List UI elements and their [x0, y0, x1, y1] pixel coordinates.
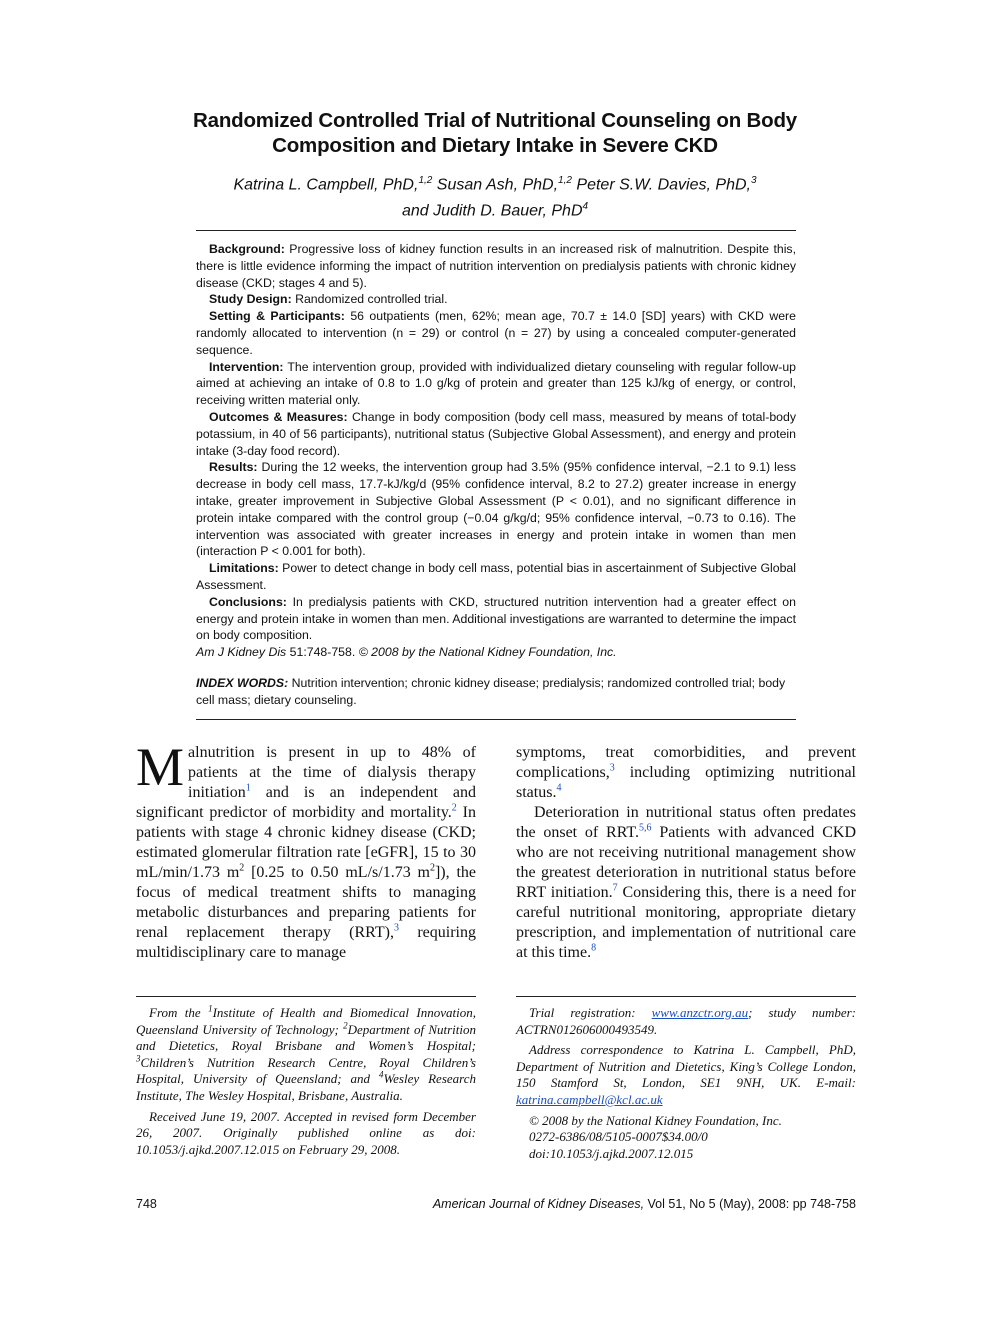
author-3-affil: 3: [750, 175, 757, 186]
citation-ref[interactable]: 3: [609, 762, 615, 774]
citation-ref[interactable]: 4: [556, 782, 562, 794]
author-4-affil: 4: [582, 201, 589, 213]
citation-ref[interactable]: 8: [591, 942, 597, 954]
doi-note: doi:10.1053/j.ajkd.2007.12.015: [529, 1145, 694, 1161]
abstract-limitations: Limitations: Power to detect change in body cell mass, potential bias in ascertainment of Subjective Global Assessment.: [196, 561, 796, 592]
journal-footer: American Journal of Kidney Diseases, Vol 51, No 5 (May), 2008: pp 748-758: [432, 1197, 856, 1211]
author-1-affil: 1,2: [418, 175, 433, 186]
abstract-intervention: Intervention: The intervention group, provided with individualized dietary counseling with regular follow-up aimed at achieving an intake of 0.8 to 1.0 g/kg of protein and greater than 125 kJ/kg of energy, or control, receiving written material only.: [196, 359, 796, 408]
body-column-right: [516, 743, 856, 963]
trial-registration-note: Trial registration: www.anzctr.org.au; study number: ACTRN012606000493549.: [516, 1005, 856, 1037]
received-note: Received June 19, 2007. Accepted in revised form December 26, 2007. Originally published online as doi: 10.1053/j.ajkd.2007.12.015 on February 29, 2008.: [136, 1108, 476, 1157]
footnote-rule-right: [516, 996, 856, 997]
trial-registry-link[interactable]: www.anzctr.org.au: [651, 1005, 749, 1020]
citation-ref[interactable]: 1: [245, 782, 251, 794]
index-words: [196, 675, 796, 709]
index-words-label: INDEX WORDS:: [196, 676, 289, 690]
abstract-setting: Setting & Participants: 56 outpatients (men, 62%; mean age, 70.7 ± 14.0 [SD] years) with CKD were randomly allocated to intervention (n = 29) or control (n = 27) by using a concealed computer-generated sequence.: [196, 309, 796, 357]
citation-ref[interactable]: 7: [612, 882, 618, 894]
abstract-study-design: Study Design: Randomized controlled trial.: [209, 292, 448, 307]
abstract: [196, 241, 796, 661]
citation-ref[interactable]: 2: [451, 802, 457, 814]
drop-cap: M: [136, 737, 185, 797]
index-words-text: Nutrition intervention; chronic kidney disease; predialysis; randomized controlled trial; body cell mass; dietary counseling.: [196, 676, 786, 707]
author-list: [140, 170, 850, 223]
title-line-1: Randomized Controlled Trial of Nutritional Counseling on Body: [193, 109, 797, 132]
abstract-outcomes: Outcomes & Measures: Change in body composition (body cell mass, measured by means of total-body potassium, in 40 of 56 participants), nutritional status (Subjective Global Assessment), and energy and protein intake (3-day food record).: [196, 409, 796, 458]
issn-note: 0272-6386/08/5105-0007$34.00/0: [529, 1129, 708, 1145]
abstract-background: Background: Progressive loss of kidney function results in an increased risk of malnutrition. Despite this, there is little evidence informing the impact of nutrition intervention on predialysis patients with chronic kidney disease (CKD; stages 4 and 5).: [196, 242, 796, 290]
page-number: 748: [136, 1197, 157, 1211]
body-column-left: [136, 737, 476, 963]
abstract-citation: Am J Kidney Dis 51:748-758. © 2008 by the National Kidney Foundation, Inc.: [196, 645, 617, 660]
intro-paragraph-1-continued: symptoms, treat comorbidities, and prevent complications,$^3$ including optimizing nutritional status.$^4$: [516, 744, 856, 801]
citation-ref[interactable]: 5,6: [639, 822, 652, 834]
author-2: Susan Ash, PhD,: [432, 176, 559, 194]
email-link[interactable]: katrina.campbell@kcl.ac.uk: [516, 1091, 663, 1107]
title-line-2: Composition and Dietary Intake in Severe CKD: [272, 134, 718, 157]
footnotes-left: [136, 1005, 476, 1162]
author-1: Katrina L. Campbell, PhD,: [233, 176, 419, 194]
author-2-affil: 1,2: [558, 175, 572, 186]
author-4: and Judith D. Bauer, PhD: [401, 202, 583, 220]
author-3: Peter S.W. Davies, PhD,: [571, 176, 751, 194]
footnote-rule-left: [136, 996, 476, 997]
abstract-conclusions: Conclusions: In predialysis patients with CKD, structured nutrition intervention had a greater effect on energy and protein intake in women than men. Additional investigations are warranted to determine the impact on body composition.: [196, 594, 796, 643]
citation-ref[interactable]: 3: [394, 922, 399, 934]
abstract-top-rule: [196, 230, 796, 231]
footnotes-right: [516, 1005, 856, 1162]
abstract-results: Results: During the 12 weeks, the intervention group had 3.5% (95% confidence interval, −2.1 to 9.1) less decrease in body cell mass, 17.7-kJ/kg/d (95% confidence interval, 8.2 to 27.2) greater increase in energy intake, greater improvement in Subjective Global Assessment (P < 0.01), and no significant difference in protein intake compared with the control group (−0.04 g/kg/d; 95% confidence interval, −0.73 to 0.16). The intervention was associated with greater increases in energy and protein intake in women than men (interaction P < 0.001 for both).: [196, 460, 796, 559]
intro-paragraph-2: Deterioration in nutritional status often predates the onset of RRT.$^{5,6}$ Patients with advanced CKD who are not receiving nutritional management show the greatest deterioration in nutritional status before RRT initiation.$^7$ Considering this, there is a need for careful nutritional monitoring, appropriate dietary prescription, and implementation of nutritional care at this time.$^8$: [516, 804, 857, 961]
copyright-note: © 2008 by the National Kidney Foundation, Inc.: [529, 1112, 782, 1128]
correspondence-note: Address correspondence to Katrina L. Campbell, PhD, Department of Nutrition and Dietetics, King’s College London, 150 Stamford St, London, SE1 9NH, UK. E-mail: katrina.campbell@kcl.ac.uk: [516, 1042, 856, 1107]
intro-paragraph-1: Malnutrition is present in up to 48% of patients at the time of dialysis therapy initiation$^1$ and is an independent and significant predictor of morbidity and mortality.$^2$ In patients with stage 4 chronic kidney disease (CKD; estimated glomerular filtration rate [eGFR], 15 to 30 mL/min/1.73 $m^2$ [0.25 to 0.50 mL/s/1.73 $m^2$]), the focus of medical treatment shifts to managing metabolic disturbances and preparing patients for renal replacement therapy (RRT),$^3$ requiring multidisciplinary care to manage: [136, 737, 476, 961]
affiliations-note: From the $^1$Institute of Health and Biomedical Innovation, Queensland University of Technology; $^2$Department of Nutrition and Dietetics, Royal Brisbane and Women’s Hospital; $^3$Children’s Nutrition Research Centre, Royal Children’s Hospital, University of Queensland; and $^4$Wesley Research Institute, The Wesley Hospital, Brisbane, Australia.: [136, 1003, 476, 1103]
abstract-bottom-rule: [196, 719, 796, 720]
article-title: [140, 108, 850, 158]
